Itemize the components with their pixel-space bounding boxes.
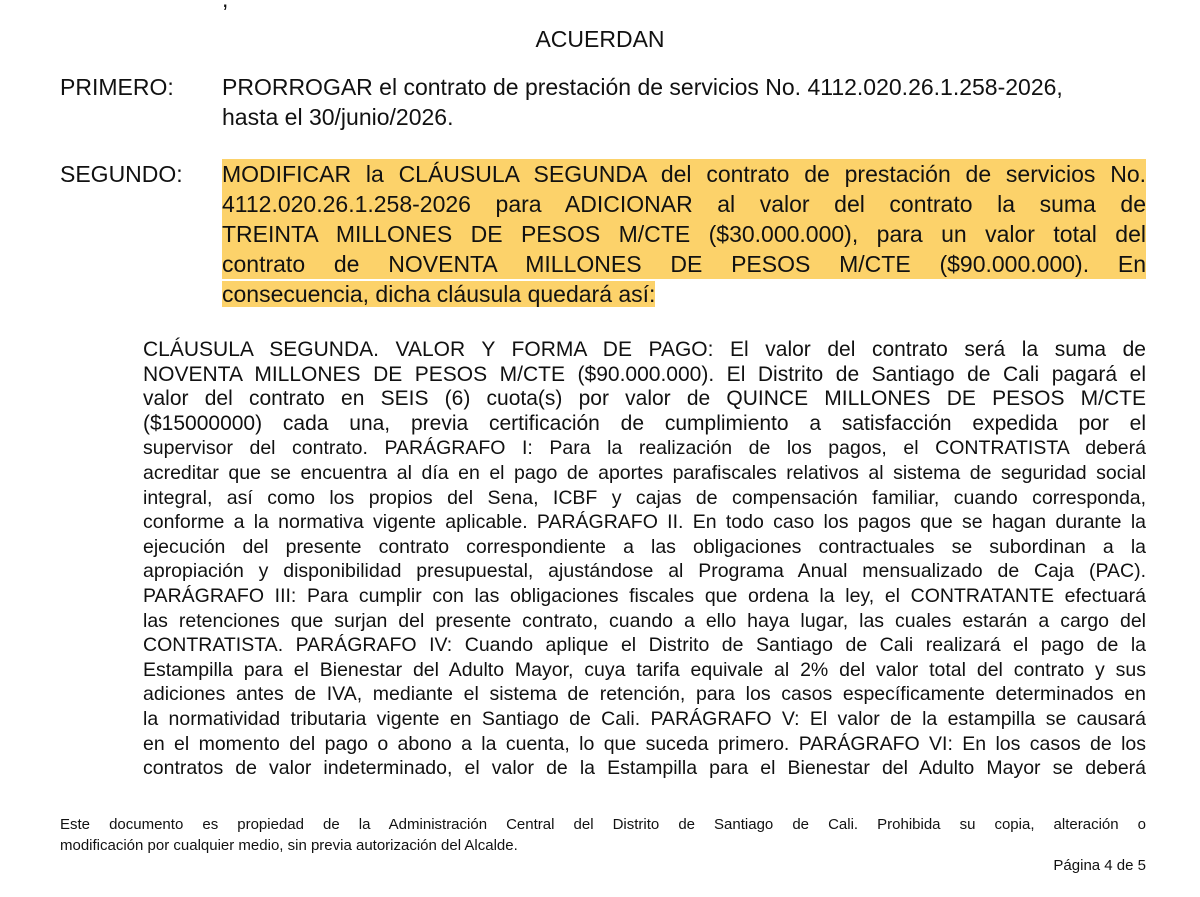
footer-line: Este documento es propiedad de la Administración Central del Distrito de Santiago de Cali. Prohibida su copia, alteración o <box>60 816 1146 833</box>
clause-line: acreditar que se encuentra al día en el pago de aportes parafiscales relativos al sistema de seguridad social <box>143 461 1146 484</box>
clause-line: CLÁUSULA SEGUNDA. VALOR Y FORMA DE PAGO: El valor del contrato será la suma de <box>143 338 1146 361</box>
clause-line: Estampilla para el Bienestar del Adulto Mayor, cuya tarifa equivale al 2% del valor total del contrato y sus <box>143 658 1146 681</box>
clause-line: ($15000000) cada una, previa certificación de cumplimiento a satisfacción expedida por el <box>143 411 1146 435</box>
clause-line: valor del contrato en SEIS (6) cuota(s) por valor de QUINCE MILLONES DE PESOS M/CTE <box>143 387 1146 411</box>
footer-disclaimer <box>60 814 1146 856</box>
clause-line: conforme a la normativa vigente aplicable. PARÁGRAFO II. En todo caso los pagos que se hagan durante la <box>143 511 1146 534</box>
clause-line: PARÁGRAFO III: Para cumplir con las obligaciones fiscales que ordena la ley, el CONTRATANTE efectuará <box>143 584 1146 607</box>
cut-off-text <box>222 0 228 12</box>
clause-line: adiciones antes de IVA, mediante el sistema de retención, para los casos específicamente determinados en <box>143 683 1146 706</box>
article-label-segundo: SEGUNDO: <box>60 161 183 187</box>
highlighted-text-line: TREINTA MILLONES DE PESOS M/CTE ($30.000.000), para un valor total del <box>222 221 1146 247</box>
text-line: hasta el 30/junio/2026. <box>222 104 454 130</box>
clause-line: integral, así como los propios del Sena, ICBF y cajas de compensación familiar, cuando corresponda, <box>143 486 1146 509</box>
clause-block <box>143 338 1146 781</box>
clause-line: supervisor del contrato. PARÁGRAFO I: Para la realización de los pagos, el CONTRATISTA deberá <box>143 437 1146 460</box>
article-text-segundo <box>222 159 1146 309</box>
page-number: Página 4 de 5 <box>1053 857 1146 874</box>
clause-line: NOVENTA MILLONES DE PESOS M/CTE ($90.000.000). El Distrito de Santiago de Cali pagará el <box>143 362 1146 386</box>
clause-line: CONTRATISTA. PARÁGRAFO IV: Cuando aplique el Distrito de Santiago de Cali realizará el pago de la <box>143 634 1146 657</box>
clause-line: ejecución del presente contrato correspondiente a las obligaciones contractuales se subordinan a la <box>143 535 1146 558</box>
clause-line: apropiación y disponibilidad presupuestal, ajustándose al Programa Anual mensualizado de Caja (PAC). <box>143 560 1146 583</box>
clause-line: la normatividad tributaria vigente en Santiago de Cali. PARÁGRAFO V: El valor de la estampilla se causará <box>143 707 1146 730</box>
highlight-span: consecuencia, dicha cláusula quedará así: <box>222 281 656 307</box>
highlighted-text-line <box>222 279 1146 309</box>
clause-line: las retenciones que surjan del presente contrato, cuando a ello haya lugar, las cuales estarán a cargo del <box>143 609 1146 632</box>
clause-line: en el momento del pago o abono a la cuenta, lo que suceda primero. PARÁGRAFO VI: En los casos de los <box>143 732 1146 755</box>
footer-line: modificación por cualquier medio, sin previa autorización del Alcalde. <box>60 837 518 854</box>
cut-off-top-line <box>222 0 228 13</box>
highlighted-text-line: 4112.020.26.1.258-2026 para ADICIONAR al valor del contrato la suma de <box>222 191 1146 217</box>
highlighted-text-line: MODIFICAR la CLÁUSULA SEGUNDA del contrato de prestación de servicios No. <box>222 161 1146 187</box>
article-label-primero: PRIMERO: <box>60 74 174 100</box>
article-text-primero <box>222 72 1146 132</box>
text-line: PRORROGAR el contrato de prestación de servicios No. 4112.020.26.1.258-2026, <box>222 74 1063 100</box>
highlighted-text-line: contrato de NOVENTA MILLONES DE PESOS M/CTE ($90.000.000). En <box>222 251 1146 277</box>
section-heading: ACUERDAN <box>535 26 665 52</box>
clause-line: contratos de valor indeterminado, el valor de la Estampilla para el Bienestar del Adulto Mayor se deberá <box>143 757 1146 780</box>
